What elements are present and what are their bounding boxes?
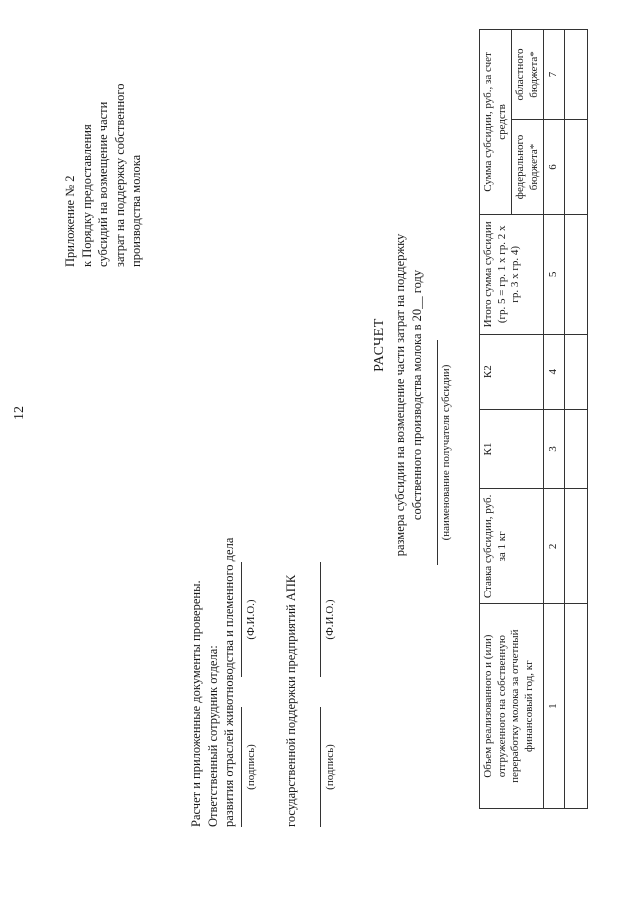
verification-line: развития отраслей животноводства и племенного дела (222, 537, 237, 827)
subsidy-table (479, 29, 588, 809)
appendix-line: Приложение № 2 (63, 175, 77, 267)
appendix-line: производства молока (129, 154, 144, 267)
appendix-header (62, 7, 145, 267)
subtitle-line: размера субсидии на возмещение части затрат на поддержку (393, 233, 407, 557)
header-federal: федерального бюджета* (512, 119, 544, 214)
column-number: 1 (544, 604, 565, 809)
recipient-underline (437, 340, 438, 565)
appendix-line: затрат на поддержку собственного (112, 83, 127, 267)
verification-line: государственной поддержки предприятий АПК (284, 574, 298, 827)
recipient-caption: (наименование получателя субсидии) (440, 364, 452, 541)
name-underline (320, 562, 321, 677)
signature-caption: (подпись) (245, 744, 257, 790)
column-number: 5 (544, 214, 565, 334)
data-cell (565, 30, 588, 120)
signature-underline (241, 707, 242, 827)
page-number: 12 (12, 406, 27, 420)
signature-row-2 (320, 367, 354, 827)
verification-line: Ответственный сотрудник отдела: (205, 645, 220, 827)
column-number: 3 (544, 409, 565, 489)
header-total: Итого сумма субсидии (гр. 5 = гр. 1 х гр. 2 х гр. 3 х гр. 4) (480, 214, 544, 334)
appendix-line: к Порядку предоставления (79, 124, 94, 267)
header-volume: Объем реализованного и (или) отгруженного на собственную переработку молока за отчетный финансовый год, кг (480, 604, 544, 809)
name-caption: (Ф.И.О.) (245, 599, 257, 640)
column-number: 7 (544, 30, 565, 120)
signature-caption: (подпись) (324, 744, 336, 790)
data-cell (565, 604, 588, 809)
data-cell (565, 334, 588, 409)
column-number: 6 (544, 119, 565, 214)
header-funding-group: Сумма субсидии, руб., за счет средств (480, 30, 512, 215)
header-k1: К1 (480, 409, 544, 489)
name-caption: (Ф.И.О.) (324, 599, 336, 640)
data-cell (565, 214, 588, 334)
subtitle-line: собственного производства молока в 20__ году (409, 269, 424, 521)
column-number: 2 (544, 489, 565, 604)
data-cell (565, 489, 588, 604)
header-regional: областного бюджета* (512, 30, 544, 120)
document-title: РАСЧЕТ (372, 318, 387, 372)
data-cell (565, 119, 588, 214)
document-subtitle (392, 135, 425, 655)
verification-line: Расчет и приложенные документы проверены. (189, 580, 203, 827)
appendix-line: субсидий на возмещение части (96, 101, 111, 267)
verification-block (188, 357, 238, 827)
data-cell (565, 409, 588, 489)
column-number: 4 (544, 334, 565, 409)
signature-underline (320, 707, 321, 827)
signature-row-1 (241, 367, 275, 827)
header-rate: Ставка субсидии, руб. за 1 кг (480, 489, 544, 604)
header-k2: К2 (480, 334, 544, 409)
name-underline (241, 562, 242, 677)
